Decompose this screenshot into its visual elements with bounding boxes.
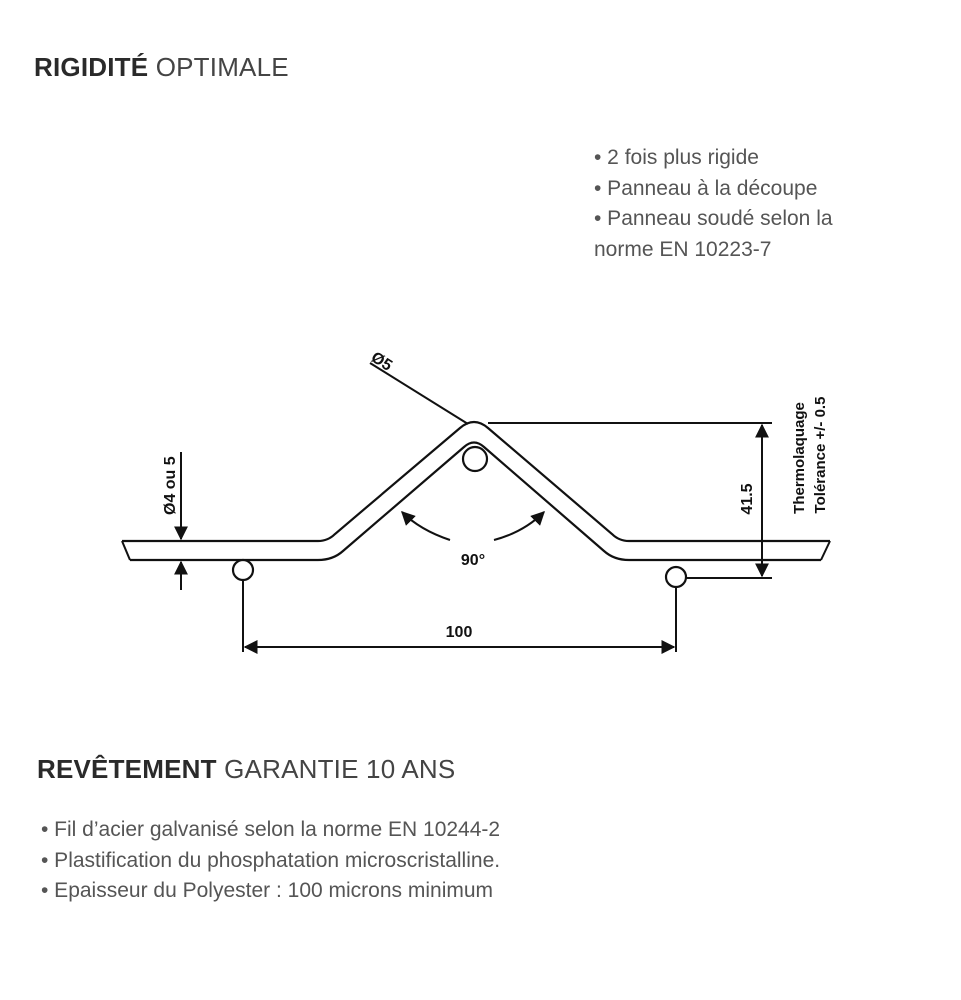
height-label: 41.5 bbox=[739, 483, 756, 515]
rigidite-bullet-list bbox=[594, 143, 894, 265]
rigidite-title bbox=[34, 52, 289, 83]
rigidite-title-bold: RIGIDITÉ bbox=[34, 52, 149, 82]
diameter-bar-label: Ø4 ou 5 bbox=[162, 456, 179, 515]
rigidite-bullet: • Panneau soudé selon la norme EN 10223-7 bbox=[594, 207, 833, 261]
wire-circle-top bbox=[463, 447, 487, 471]
spacing-label: 100 bbox=[445, 624, 473, 641]
profile-left-end bbox=[122, 541, 130, 560]
angle-arc-left bbox=[402, 512, 450, 540]
revetement-bullet: • Fil d’acier galvanisé selon la norme EN 10244-2 bbox=[41, 818, 501, 841]
rigidite-bullet: • Panneau à la découpe bbox=[594, 176, 818, 200]
wire-circle-right bbox=[666, 567, 686, 587]
profile-right-end bbox=[821, 541, 830, 560]
angle-arc-right bbox=[494, 512, 544, 540]
angle-label: 90° bbox=[460, 552, 486, 569]
wire-circle-left bbox=[233, 560, 253, 580]
profile-outline-top bbox=[122, 422, 830, 541]
diameter-wire-label: Ø5 bbox=[367, 348, 395, 375]
rigidite-title-light: OPTIMALE bbox=[155, 52, 289, 82]
rigidite-bullet: • 2 fois plus rigide bbox=[594, 146, 759, 169]
revetement-bullet-list bbox=[41, 815, 741, 907]
coating-label: Thermolaquage bbox=[791, 402, 808, 514]
panel-profile-diagram bbox=[0, 300, 961, 700]
revetement-bullet: • Plastification du phosphatation microscristalline. bbox=[41, 848, 501, 872]
revetement-title bbox=[37, 754, 455, 785]
revetement-title-light: GARANTIE 10 ANS bbox=[224, 754, 456, 784]
tolerance-label: Tolérance +/- 0.5 bbox=[812, 396, 829, 514]
revetement-title-bold: REVÊTEMENT bbox=[37, 754, 217, 784]
revetement-bullet: • Epaisseur du Polyester : 100 microns minimum bbox=[41, 879, 494, 902]
